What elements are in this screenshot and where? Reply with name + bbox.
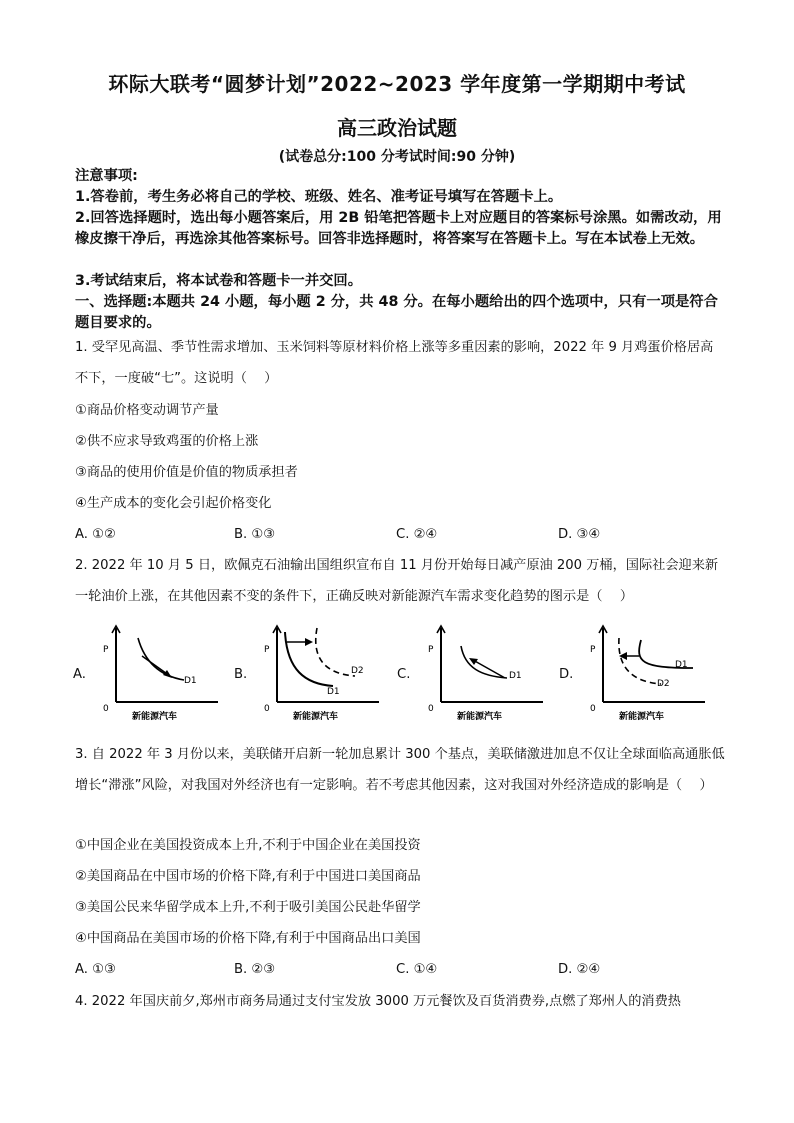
q1-option-c: C. ②④ (396, 527, 438, 542)
q3-statement-2: ②美国商品在中国市场的价格下降,有利于中国进口美国商品 (75, 869, 421, 884)
q2-graph-c-p-label: P (428, 645, 434, 655)
q2-graph-c-d1-label: D1 (509, 671, 522, 681)
q2-graph-b-d2-label: D2 (351, 666, 364, 676)
q2-graph-b-origin: 0 (264, 704, 270, 714)
q3-statement-4: ④中国商品在美国市场的价格下降,有利于中国商品出口美国 (75, 931, 421, 946)
q2-graph-b-d1-label: D1 (327, 687, 340, 697)
q2-graph-a-x-label: 新能源汽车 (132, 712, 178, 722)
q2-graph-d-x-label: 新能源汽车 (619, 712, 665, 722)
q2-graph-a-d1-label: D1 (184, 676, 197, 686)
q2-graph-a (96, 622, 226, 722)
q1-statement-2: ②供不应求导致鸡蛋的价格上涨 (75, 434, 259, 449)
exam-title: 环际大联考“圆梦计划”2022~2023 学年度第一学期期中考试 (108, 72, 686, 96)
q2-graph-a-p-label: P (103, 645, 109, 655)
q1-stem: 1. 受罕见高温、季节性需求增加、玉米饲料等原材料价格上涨等多重因素的影响，2022 年 9 月鸡蛋价格居高不下，一度破“七”。这说明（ ） (75, 340, 714, 386)
q2-graph-c-x-label: 新能源汽车 (457, 712, 503, 722)
q3-option-c: C. ①④ (396, 962, 438, 977)
q2-graph-c (421, 622, 551, 722)
q2-graph-b (257, 622, 387, 722)
q2-graph-c-origin: 0 (428, 704, 434, 714)
q2-graph-b-x-label: 新能源汽车 (293, 712, 339, 722)
q3-stem: 3. 自 2022 年 3 月份以来，美联储开启新一轮加息累计 300 个基点，美联储激进加息不仅让全球面临高通胀低增长“滞涨”风险，对我国对外经济也有一定影响。若不考虑其他因素，这对我国对外经济造成的影响是（ ） (75, 747, 725, 793)
exam-subtitle: 高三政治试题 (337, 116, 457, 140)
note-item-2: 2.回答选择题时，选出每小题答案后，用 2B 铅笔把答题卡上对应题目的答案标号涂黑。如需改动，用橡皮擦干净后，再选涂其他答案标号。回答非选择题时，将答案写在答题卡上。写在本试卷上无效。 (75, 210, 722, 247)
q1-option-d: D. ③④ (558, 527, 601, 542)
q2-graph-d-d2-label: D2 (657, 679, 670, 689)
q3-option-b: B. ②③ (234, 962, 276, 977)
q2-graph-d-d1-label: D1 (675, 660, 688, 670)
q1-statement-3: ③商品的使用价值是价值的物质承担者 (75, 465, 298, 480)
q4-stem: 4. 2022 年国庆前夕,郑州市商务局通过支付宝发放 3000 万元餐饮及百货消费券,点燃了郑州人的消费热 (75, 994, 681, 1009)
q2-graph-b-p-label: P (264, 645, 270, 655)
notes-heading: 注意事项: (75, 168, 138, 184)
q2-graph-a-origin: 0 (103, 704, 109, 714)
q2-stem: 2. 2022 年 10 月 5 日，欧佩克石油输出国组织宣布自 11 月份开始每日减产原油 200 万桶，国际社会迎来新一轮油价上涨，在其他因素不变的条件下，正确反映对新能源汽车需求变化趋势的图示是（ ） (75, 558, 719, 604)
q1-option-a: A. ①② (75, 527, 116, 542)
q2-option-d: D. (559, 667, 574, 682)
q1-option-b: B. ①③ (234, 527, 276, 542)
exam-info: (试卷总分:100 分考试时间:90 分钟) (278, 149, 516, 165)
q2-graph-d-origin: 0 (590, 704, 596, 714)
note-item-1: 1.答卷前，考生务必将自己的学校、班级、姓名、准考证号填写在答题卡上。 (75, 189, 563, 205)
q2-option-c: C. (397, 667, 411, 682)
q1-statement-4: ④生产成本的变化会引起价格变化 (75, 496, 272, 511)
note-item-3: 3.考试结束后，将本试卷和答题卡一并交回。 (75, 273, 363, 289)
q2-option-a: A. (73, 667, 86, 682)
q3-statement-1: ①中国企业在美国投资成本上升,不利于中国企业在美国投资 (75, 838, 421, 853)
q2-graph-d-p-label: P (590, 645, 596, 655)
q2-graph-d (583, 622, 713, 722)
q2-option-b: B. (234, 667, 248, 682)
section1-heading: 一、选择题:本题共 24 小题，每小题 2 分，共 48 分。在每小题给出的四个选项中，只有一项是符合题目要求的。 (75, 294, 718, 331)
q1-statement-1: ①商品价格变动调节产量 (75, 403, 219, 418)
q3-statement-3: ③美国公民来华留学成本上升,不利于吸引美国公民赴华留学 (75, 900, 421, 915)
q3-option-d: D. ②④ (558, 962, 601, 977)
q3-option-a: A. ①③ (75, 962, 116, 977)
